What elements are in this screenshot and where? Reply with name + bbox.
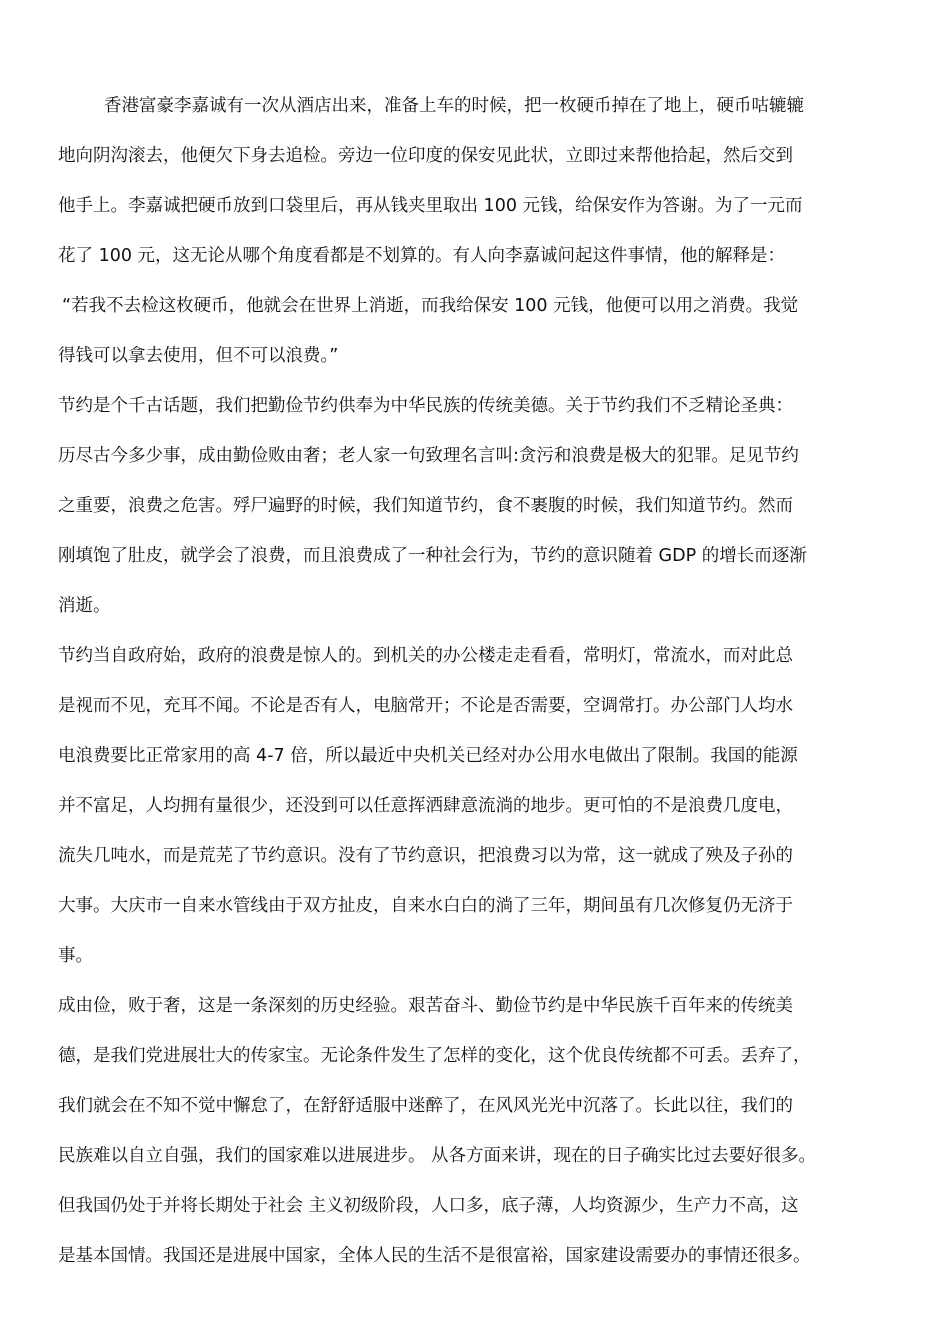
paragraph-line: 之重要，浪费之危害。殍尸遍野的时候，我们知道节约，食不裹腹的时候，我们知道节约。然而 [58,496,793,516]
paragraph-line: 节约当自政府始，政府的浪费是惊人的。到机关的办公楼走走看看，常明灯，常流水，而对此总 [58,646,793,666]
paragraph-line: 是基本国情。我国还是进展中国家，全体人民的生活不是很富裕，国家建设需要办的事情还很多。 [58,1246,811,1266]
paragraph-line: 流失几吨水，而是荒芜了节约意识。没有了节约意识，把浪费习以为常，这一就成了殃及子孙的 [58,846,793,866]
paragraph-line: 但我国仍处于并将长期处于社会 主义初级阶段，人口多，底子薄，人均资源少，生产力不高，这 [58,1196,799,1216]
paragraph-line: 电浪费要比正常家用的高 4-7 倍，所以最近中央机关已经对办公用水电做出了限制。我国的能源 [58,746,798,766]
paragraph-line: 历尽古今多少事，成由勤俭败由奢；老人家一句致理名言叫:贪污和浪费是极大的犯罪。足见节约 [58,446,799,466]
paragraph-line: 并不富足，人均拥有量很少，还没到可以任意挥洒肆意流淌的地步。更可怕的不是浪费几度电， [58,796,793,816]
paragraph-line: 花了 100 元，这无论从哪个角度看都是不划算的。有人向李嘉诚问起这件事情，他的解释是： [58,246,786,266]
paragraph-line: 大事。大庆市一自来水管线由于双方扯皮，自来水白白的淌了三年，期间虽有几次修复仍无济于 [58,896,793,916]
paragraph-line: 民族难以自立自强，我们的国家难以进展进步。 从各方面来讲，现在的日子确实比过去要好很多。 [58,1146,817,1166]
paragraph-line: 节约是个千古话题，我们把勤俭节约供奉为中华民族的传统美德。关于节约我们不乏精论圣典： [58,396,793,416]
paragraph-line: 德，是我们党进展壮大的传家宝。无论条件发生了怎样的变化，这个优良传统都不可丢。丢弃了， [58,1046,811,1066]
paragraph-line: 地向阴沟滚去，他便欠下身去追检。旁边一位印度的保安见此状，立即过来帮他拾起，然后交到 [58,146,793,166]
paragraph-line: 事。 [58,946,93,966]
paragraph-line: 刚填饱了肚皮，就学会了浪费，而且浪费成了一种社会行为，节约的意识随着 GDP 的增长而逐渐 [58,546,807,566]
paragraph-line: 消逝。 [58,596,111,616]
paragraph-line: 他手上。李嘉诚把硬币放到口袋里后，再从钱夹里取出 100 元钱，给保安作为答谢。为了一元而 [58,196,803,216]
paragraph-line: 成由俭，败于奢，这是一条深刻的历史经验。艰苦奋斗、勤俭节约是中华民族千百年来的传统美 [58,996,793,1016]
paragraph-line: 是视而不见，充耳不闻。不论是否有人，电脑常开；不论是否需要，空调常打。办公部门人均水 [58,696,793,716]
paragraph-line: 得钱可以拿去使用，但不可以浪费。” [58,346,339,366]
paragraph-line: 香港富豪李嘉诚有一次从酒店出来，准备上车的时候，把一枚硬币掉在了地上，硬币咕辘辘 [104,96,804,116]
paragraph-line: “若我不去检这枚硬币，他就会在世界上消逝，而我给保安 100 元钱，他便可以用之消费。我觉 [62,296,799,316]
paragraph-line: 我们就会在不知不觉中懈怠了，在舒舒适服中迷醉了，在风风光光中沉落了。长此以往，我们的 [58,1096,793,1116]
